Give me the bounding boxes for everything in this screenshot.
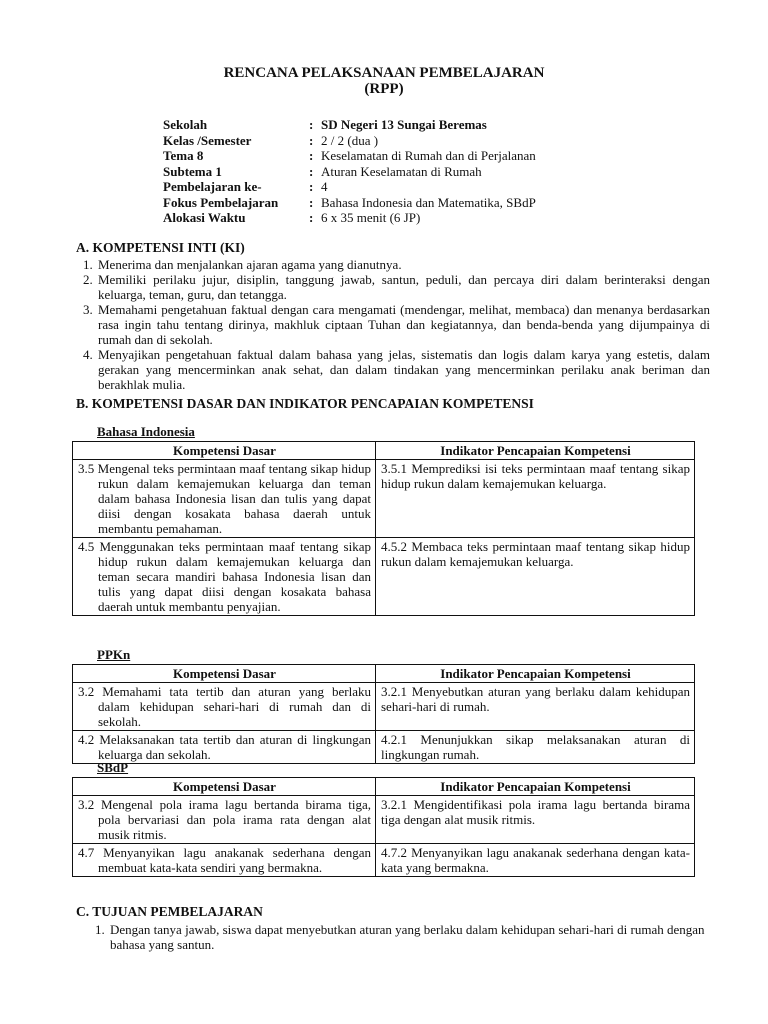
kd-table-sbdp: [72, 777, 695, 877]
ipk-cell: [376, 538, 695, 616]
identity-row: [163, 117, 536, 133]
identity-value: Bahasa Indonesia dan Matematika, SBdP: [321, 194, 536, 210]
goal-list: [92, 922, 708, 952]
kd-text: 4.5 Menggunakan teks permintaan maaf tentang sikap hidup rukun dalam kemajemukan keluarga dan teman secara mandiri bahasa Indonesia lisan dan tulis yang dapat diisi dengan kosakata bahasa daerah untuk membantu penyajian.: [78, 539, 371, 614]
ipk-cell: [376, 683, 695, 731]
ipk-text: 3.5.1 Memprediksi isi teks permintaan maaf tentang sikap hidup rukun dalam kemajemukan keluarga.: [381, 461, 690, 491]
column-header-ipk: Indikator Pencapaian Kompetensi: [376, 665, 695, 683]
identity-value: Keselamatan di Rumah dan di Perjalanan: [321, 148, 536, 163]
identity-key: Kelas /Semester: [163, 132, 252, 148]
document-subtitle: (RPP): [364, 81, 404, 97]
ki-item: 3. Memahami pengetahuan faktual dengan cara mengamati (mendengar, melihat, membaca) dan menanya berdasarkan rasa ingin tahu tentang dirinya, makhluk ciptaan Tuhan dan kegiatannya, dan benda-benda yang dijumpainya di rumah dan di sekolah.: [96, 302, 710, 347]
column-header-ipk: Indikator Pencapaian Kompetensi: [376, 442, 695, 460]
identity-key: Alokasi Waktu: [163, 210, 246, 225]
identity-value: SD Negeri 13 Sungai Beremas: [321, 117, 487, 132]
document-title: RENCANA PELAKSANAAN PEMBELAJARAN: [223, 65, 545, 81]
kd-cell: [73, 844, 376, 877]
kd-text: 4.7 Menyanyikan lagu anakanak sederhana dengan membuat kata-kata sendiri yang bermakna.: [78, 845, 371, 875]
column-header-kd: Kompetensi Dasar: [73, 665, 376, 683]
identity-colon: :: [309, 132, 314, 148]
goal-item: 1. Dengan tanya jawab, siswa dapat menyebutkan aturan yang berlaku dalam kehidupan sehari-hari di rumah dengan bahasa yang santun.: [108, 922, 708, 952]
kd-text: 4.2 Melaksanakan tata tertib dan aturan di lingkungan keluarga dan sekolah.: [78, 732, 371, 762]
kd-table-ppkn: [72, 664, 695, 764]
column-header-kd: Kompetensi Dasar: [73, 442, 376, 460]
identity-row: [163, 195, 536, 211]
identity-table: [163, 117, 536, 226]
kd-cell: [73, 460, 376, 538]
ipk-text: 4.2.1 Menunjukkan sikap melaksanakan aturan di lingkungan rumah.: [381, 732, 690, 762]
ipk-cell: [376, 796, 695, 844]
kd-cell: [73, 538, 376, 616]
identity-colon: :: [309, 194, 314, 210]
identity-row: [163, 179, 536, 195]
kd-text: 3.5 Mengenal teks permintaan maaf tentang sikap hidup rukun dalam kemajemukan keluarga dan teman dalam bahasa Indonesia lisan dan tulis yang dapat diisi dengan kosakata bahasa daerah untuk membantu pemahaman.: [78, 461, 371, 536]
identity-row: [163, 133, 536, 149]
ipk-text: 4.5.2 Membaca teks permintaan maaf tentang sikap hidup rukun dalam kemajemukan keluarga.: [381, 539, 690, 569]
kd-cell: [73, 683, 376, 731]
column-header-ipk: Indikator Pencapaian Kompetensi: [376, 778, 695, 796]
subject-label-sbdp: SBdP: [97, 760, 129, 775]
table-row: [73, 683, 695, 731]
kd-text: 3.2 Mengenal pola irama lagu bertanda birama tiga, pola bervariasi dan pola irama rata dengan alat musik ritmis.: [78, 797, 371, 842]
column-header-kd: Kompetensi Dasar: [73, 778, 376, 796]
identity-colon: :: [309, 179, 314, 194]
identity-key: Fokus Pembelajaran: [163, 194, 279, 210]
section-c-heading: C. TUJUAN PEMBELAJARAN: [76, 904, 263, 919]
identity-value: 2 / 2 (dua ): [321, 132, 379, 148]
identity-colon: :: [309, 117, 314, 132]
ipk-cell: [376, 731, 695, 764]
identity-row: [163, 210, 536, 226]
ki-item: 1. Menerima dan menjalankan ajaran agama yang dianutnya.: [96, 257, 710, 272]
identity-value: 4: [321, 179, 328, 194]
table-row: [73, 844, 695, 877]
kd-cell: [73, 796, 376, 844]
ipk-text: 3.2.1 Menyebutkan aturan yang berlaku dalam kehidupan sehari-hari di rumah.: [381, 684, 690, 714]
subject-label-ppkn: PPKn: [97, 647, 131, 662]
identity-value: Aturan Keselamatan di Rumah: [321, 163, 482, 179]
section-b-heading: B. KOMPETENSI DASAR DAN INDIKATOR PENCAPAIAN KOMPETENSI: [76, 396, 534, 411]
identity-key: Pembelajaran ke-: [163, 179, 262, 194]
ipk-cell: [376, 460, 695, 538]
table-row: [73, 731, 695, 764]
ipk-text: 4.7.2 Menyanyikan lagu anakanak sederhana dengan kata-kata yang bermakna.: [381, 845, 690, 875]
ki-item: 4. Menyajikan pengetahuan faktual dalam bahasa yang jelas, sistematis dan logis dalam karya yang estetis, dalam gerakan yang mencerminkan anak sehat, dan dalam tindakan yang mencerminkan perilaku anak beriman dan berakhlak mulia.: [96, 347, 710, 392]
ipk-text: 3.2.1 Mengidentifikasi pola irama lagu bertanda birama tiga dengan alat musik ritmis.: [381, 797, 690, 827]
kd-cell: [73, 731, 376, 764]
table-row: [73, 796, 695, 844]
ki-list: [80, 257, 710, 392]
subject-label-bahasa-indonesia: Bahasa Indonesia: [97, 424, 195, 439]
identity-colon: :: [309, 148, 314, 163]
identity-row: [163, 148, 536, 164]
ipk-cell: [376, 844, 695, 877]
identity-key: Subtema 1: [163, 163, 222, 179]
table-row: [73, 460, 695, 538]
identity-key: Tema 8: [163, 148, 204, 163]
identity-colon: :: [309, 163, 314, 179]
kd-text: 3.2 Memahami tata tertib dan aturan yang berlaku dalam kehidupan sehari-hari di rumah dan di sekolah.: [78, 684, 371, 729]
identity-row: [163, 164, 536, 180]
ki-item: 2. Memiliki perilaku jujur, disiplin, tanggung jawab, santun, peduli, dan percaya diri dalam berinteraksi dengan keluarga, teman, guru, dan tetangga.: [96, 272, 710, 302]
identity-key: Sekolah: [163, 117, 208, 132]
identity-colon: :: [309, 210, 314, 225]
section-a-heading: A. KOMPETENSI INTI (KI): [76, 240, 245, 255]
identity-value: 6 x 35 menit (6 JP): [321, 210, 421, 225]
kd-table-bahasa-indonesia: [72, 441, 695, 616]
table-row: [73, 538, 695, 616]
